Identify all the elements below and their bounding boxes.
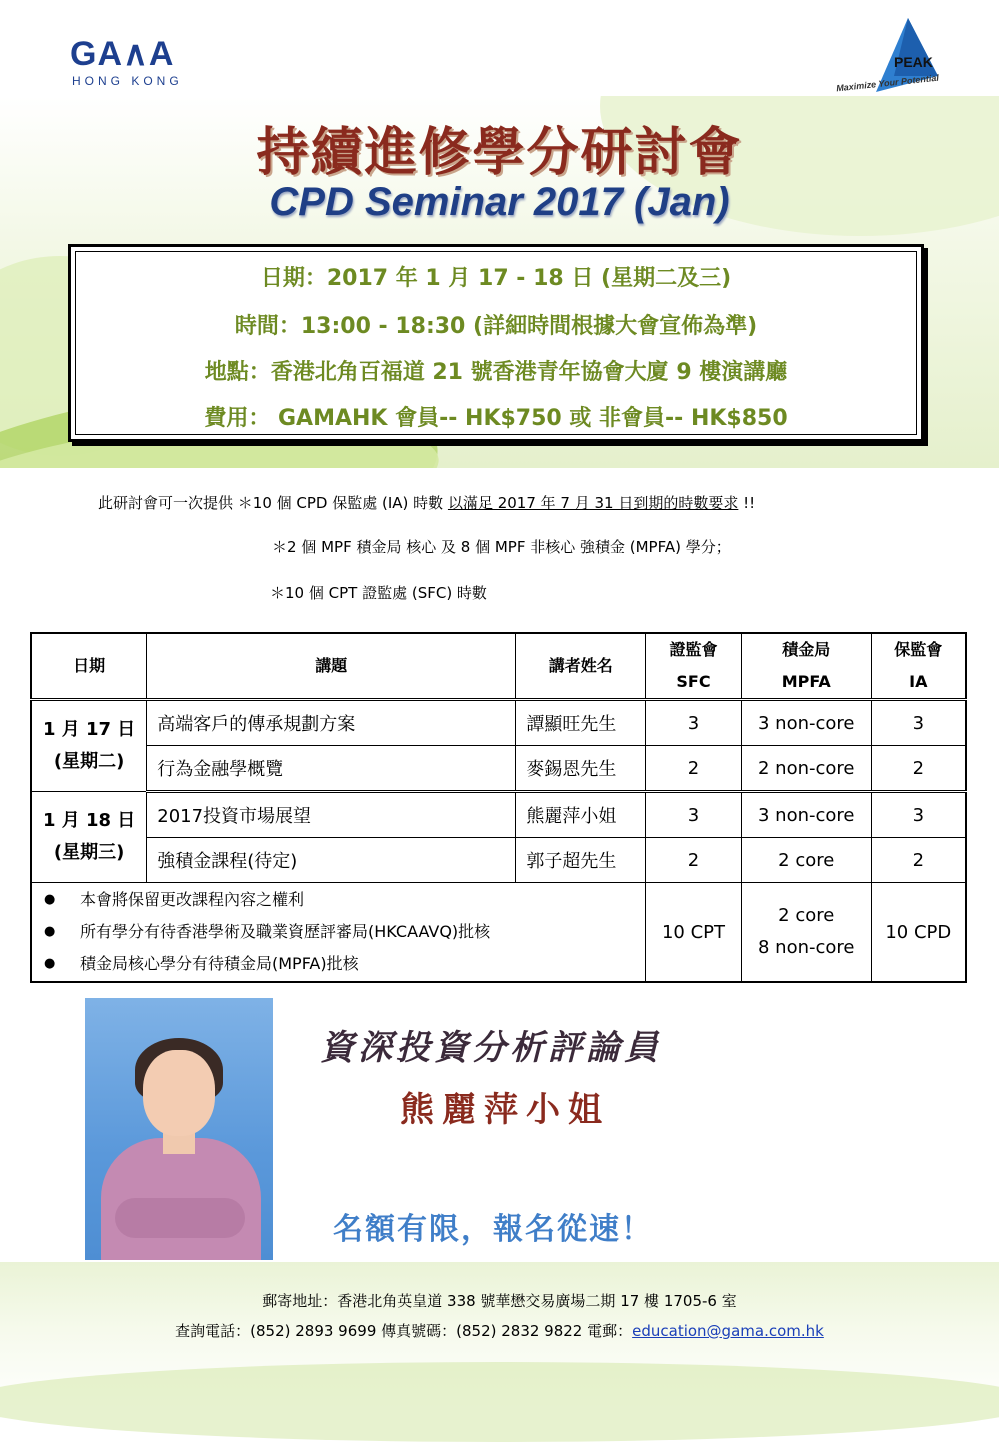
schedule-table xyxy=(30,632,967,983)
remark-item: ● 本會將保留更改課程內容之權利 xyxy=(32,884,645,916)
day-2-date-cell xyxy=(31,792,147,883)
table-summary-row xyxy=(31,883,966,983)
topic-cell: 行為金融學概覽 xyxy=(147,746,516,792)
remark-item: ● 所有學分有待香港學術及職業資歷評審局(HKCAAVQ)批核 xyxy=(32,916,645,948)
footer xyxy=(0,1262,999,1412)
total-sfc: 10 CPT xyxy=(646,883,742,983)
day-2-date: 1 月 18 日 xyxy=(42,810,136,831)
header-speaker: 講者姓名 xyxy=(516,633,646,700)
total-mpfa-noncore: 8 non-core xyxy=(758,937,855,958)
header-sfc xyxy=(646,633,742,700)
topic-cell: 強積金課程(待定) xyxy=(147,838,516,883)
title-chinese: 持續進修學分研討會 xyxy=(256,123,743,183)
mpfa-cell: 2 non-core xyxy=(741,746,871,792)
credit-note-3: ＊10 個 CPT 證監處 (SFC) 時數 xyxy=(270,584,487,602)
sfc-cell: 2 xyxy=(646,838,742,883)
speaker-cell: 譚顯旺先生 xyxy=(516,700,646,746)
table-row xyxy=(31,746,966,792)
header-mpfa-en: MPFA xyxy=(781,672,831,691)
sfc-cell: 3 xyxy=(646,792,742,838)
footer-contact-numbers: 查詢電話：(852) 2893 9699 傳真號碼：(852) 2832 9822 電郵： xyxy=(175,1322,633,1340)
mpfa-cell: 3 non-core xyxy=(741,700,871,746)
mpfa-cell: 2 core xyxy=(741,838,871,883)
table-header-row xyxy=(31,633,966,700)
header-ia xyxy=(871,633,966,700)
topic-cell: 高端客戶的傳承規劃方案 xyxy=(147,700,516,746)
gama-logo-sub: HONG KONG xyxy=(72,74,183,88)
table-row xyxy=(31,700,966,746)
credit-note-1-deadline: 以滿足 2017 年 7 月 31 日到期的時數要求 xyxy=(447,494,739,512)
remarks-cell xyxy=(31,883,646,983)
total-mpfa xyxy=(741,883,871,983)
table-row xyxy=(31,792,966,838)
credit-note-2: ＊2 個 MPF 積金局 核心 及 8 個 MPF 非核心 強積金 (MPFA) 學分； xyxy=(272,538,731,556)
header-date: 日期 xyxy=(31,633,147,700)
speaker-cell: 熊麗萍小姐 xyxy=(516,792,646,838)
remarks-list xyxy=(32,884,645,980)
footer-address: 郵寄地址：香港北角英皇道 338 號華懋交易廣場二期 17 樓 1705-6 室 xyxy=(262,1292,737,1310)
header-topic: 講題 xyxy=(147,633,516,700)
credit-note-1-suffix: !! xyxy=(743,494,756,512)
day-1-date-cell xyxy=(31,700,147,792)
ia-cell: 3 xyxy=(871,700,966,746)
total-mpfa-core: 2 core xyxy=(778,905,835,926)
footer-email-link[interactable]: education@gama.com.hk xyxy=(632,1322,824,1340)
gama-logo xyxy=(70,16,200,86)
event-venue: 地點：香港北角百福道 21 號香港青年協會大廈 9 樓演講廳 xyxy=(204,360,788,385)
ia-cell: 2 xyxy=(871,838,966,883)
sfc-cell: 3 xyxy=(646,700,742,746)
event-time: 時間：13:00 - 18:30 (詳細時間根據大會宣佈為準) xyxy=(234,314,758,339)
gama-logo-word: GA∧A xyxy=(70,35,175,73)
header-mpfa-cn: 積金局 xyxy=(782,640,831,659)
peak-logo-word: PEAK xyxy=(894,54,933,70)
credit-note-1-prefix: 此研討會可一次提供 ＊10 個 CPD 保監處 (IA) 時數 xyxy=(98,494,444,512)
remark-item: ● 積金局核心學分有待積金局(MPFA)批核 xyxy=(32,948,645,980)
topic-cell: 2017投資市場展望 xyxy=(147,792,516,838)
sfc-cell: 2 xyxy=(646,746,742,792)
speaker-cell: 郭子超先生 xyxy=(516,838,646,883)
call-to-action: 名額有限，報名從速！ xyxy=(333,1212,653,1247)
peak-logo xyxy=(834,16,964,98)
title-english: CPD Seminar 2017 (Jan) xyxy=(269,180,730,224)
header-ia-cn: 保監會 xyxy=(894,640,943,659)
header-sfc-en: SFC xyxy=(676,672,711,691)
day-1-weekday: (星期二) xyxy=(53,751,125,772)
ia-cell: 3 xyxy=(871,792,966,838)
event-fee: 費用： GAMAHK 會員-- HK$750 或 非會員-- HK$850 xyxy=(204,406,788,431)
event-info-box xyxy=(68,244,924,442)
day-1-date: 1 月 17 日 xyxy=(42,719,136,740)
header-ia-en: IA xyxy=(909,672,928,691)
header-sfc-cn: 證監會 xyxy=(669,640,718,659)
speaker-photo xyxy=(85,998,273,1260)
mpfa-cell: 3 non-core xyxy=(741,792,871,838)
ia-cell: 2 xyxy=(871,746,966,792)
event-date: 日期：2017 年 1 月 17 - 18 日 (星期二及三) xyxy=(260,266,732,291)
footer-contact xyxy=(0,1320,999,1341)
total-ia: 10 CPD xyxy=(871,883,966,983)
credit-note-1 xyxy=(98,492,755,513)
speaker-name: 熊麗萍小姐 xyxy=(400,1090,610,1130)
table-row xyxy=(31,838,966,883)
speaker-title: 資深投資分析評論員 xyxy=(320,1028,662,1068)
header-mpfa xyxy=(741,633,871,700)
day-2-weekday: (星期三) xyxy=(53,842,125,863)
peak-logo-tagline: Maximize Your Potential xyxy=(835,72,940,94)
speaker-cell: 麥錫恩先生 xyxy=(516,746,646,792)
